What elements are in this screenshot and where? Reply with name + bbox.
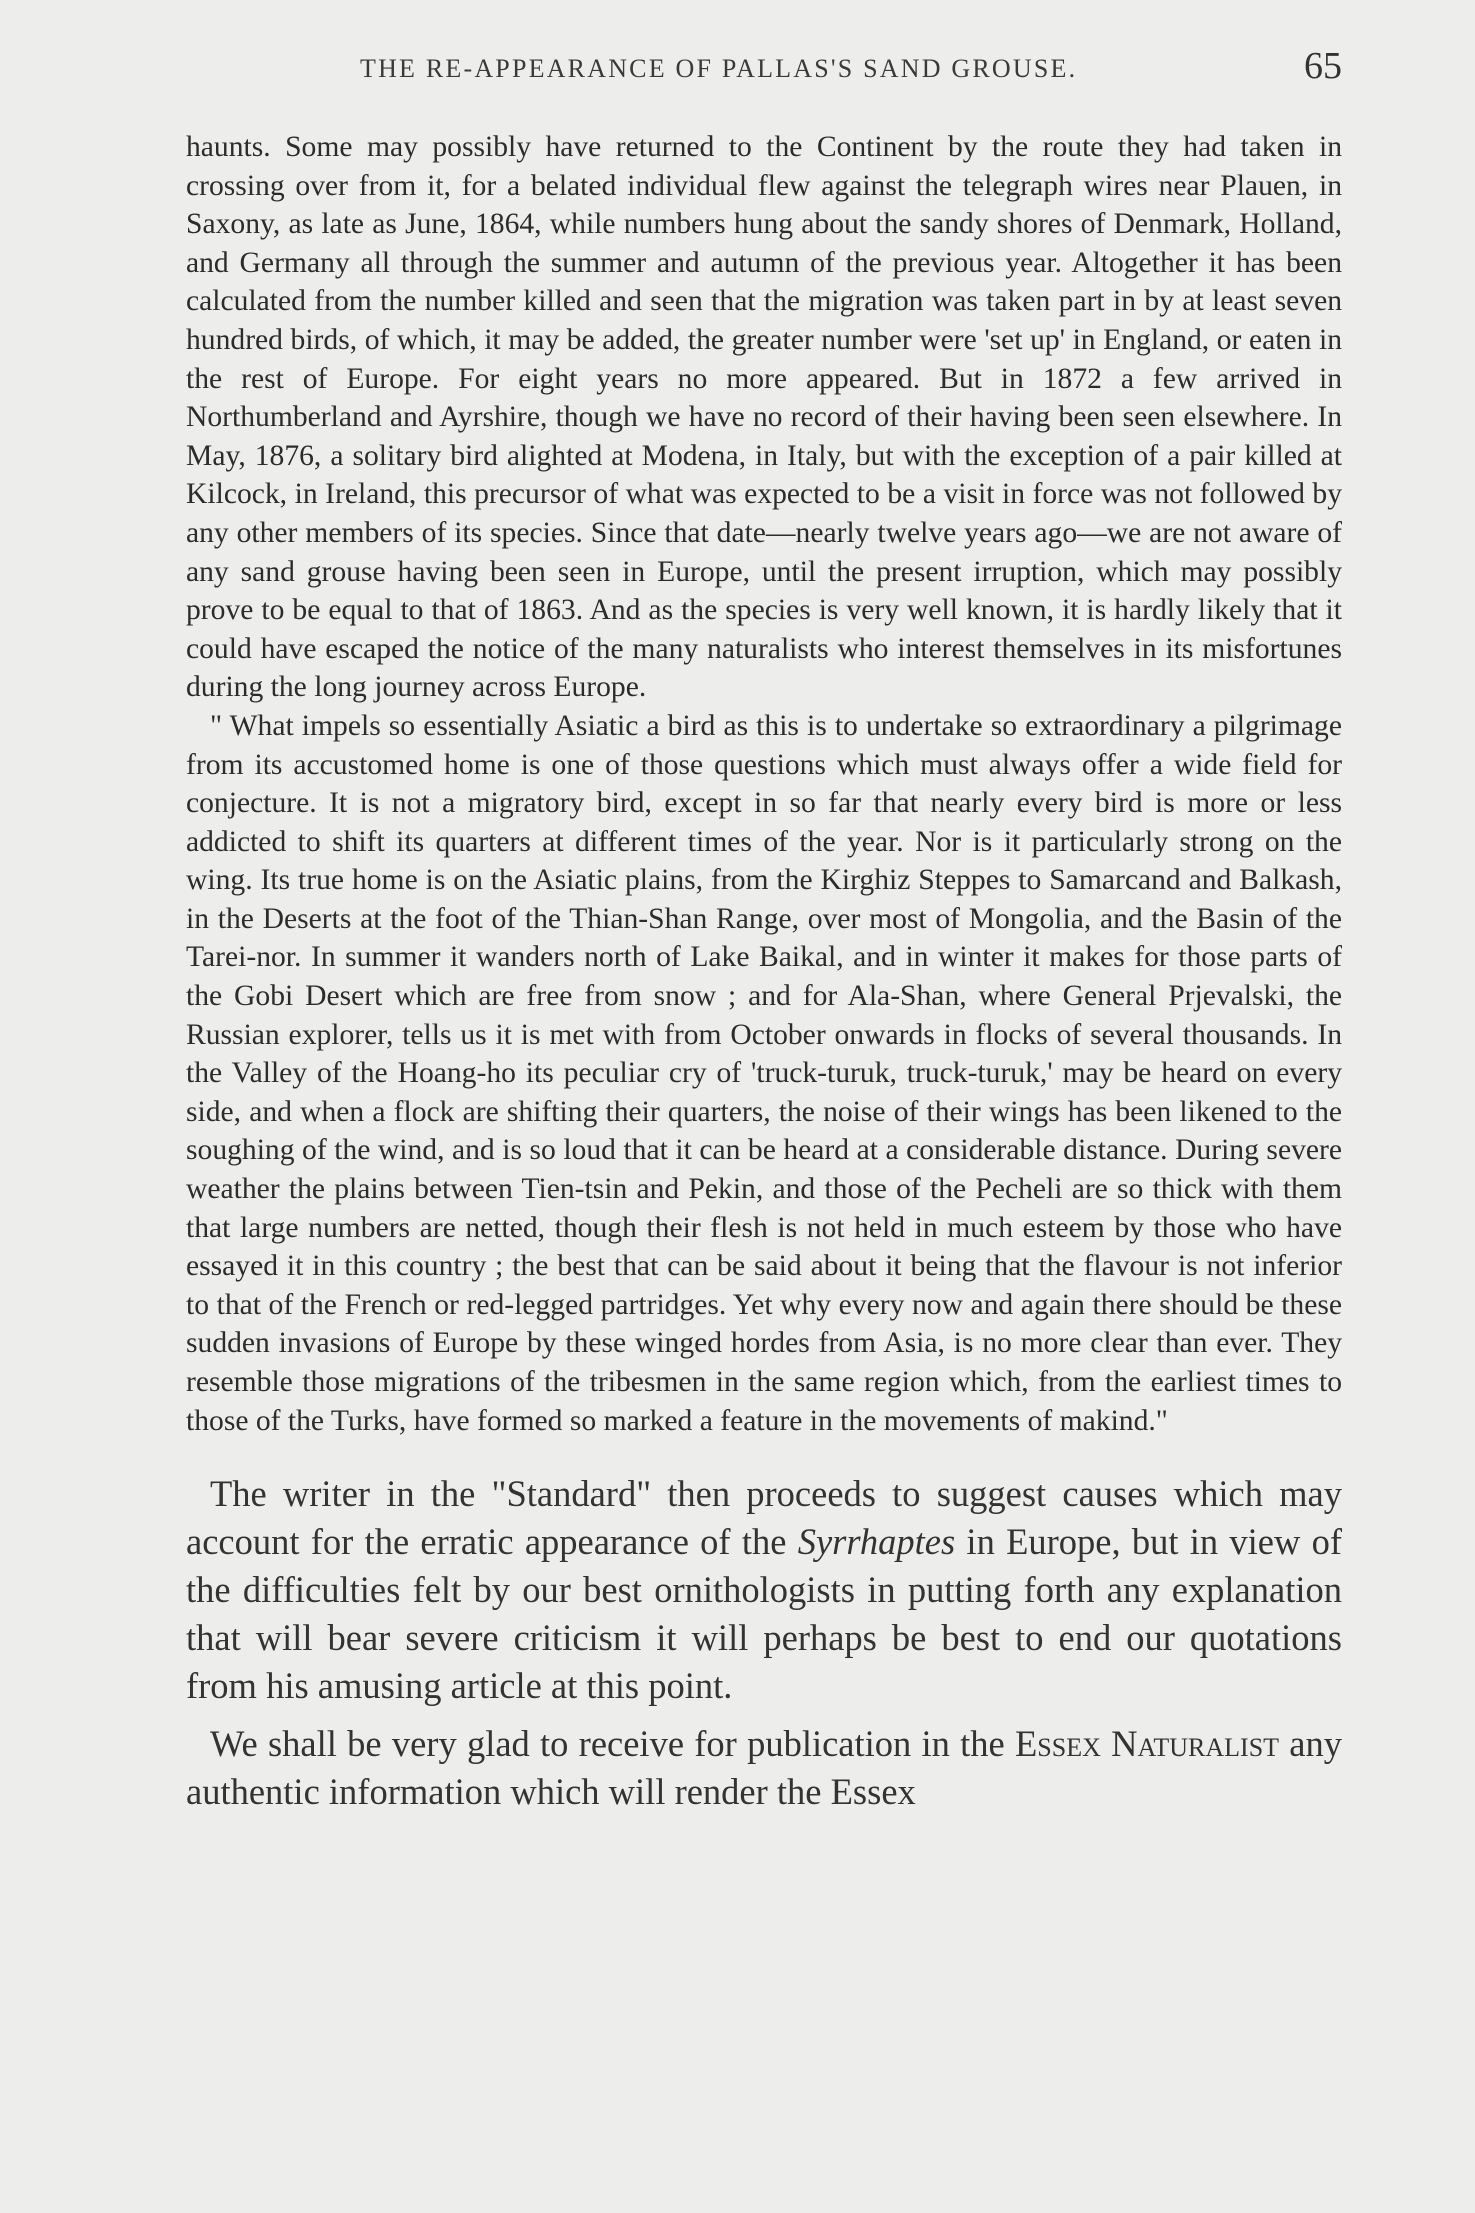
paragraph-text: The writer in the "Standard" then proceeds to suggest causes which may account for the erratic appearance of the [186, 1473, 1342, 1563]
paragraph-standard-writer [186, 1470, 1342, 1710]
running-head: THE RE-APPEARANCE OF PALLAS'S SAND GROUSE. [360, 54, 1078, 83]
page-number: 65 [1304, 45, 1342, 87]
paragraph-text: any authentic information which will render the Essex [186, 1723, 1342, 1813]
genus-name: Syrrhaptes [797, 1521, 956, 1563]
paragraph-request [186, 1720, 1342, 1816]
paragraph-migration-history: haunts. Some may possibly have returned to the Continent by the route they had taken in crossing over from it, for a belated individual flew against the telegraph wires near Plauen, in Saxony, as late as June, 1864, while numbers hung about the sandy shores of Denmark, Holland, and Germany all through the summer and autumn of the previous year. Altogether it has been calculated from the number killed and seen that the migration was taken part in by at least seven hundred birds, of which, it may be added, the greater number were 'set up' in England, or eaten in the rest of Europe. For eight years no more appeared. But in 1872 a few arrived in Northumberland and Ayrshire, though we have no record of their having been seen elsewhere. In May, 1876, a solitary bird alighted at Modena, in Italy, but with the exception of a pair killed at Kilcock, in Ireland, this precursor of what was expected to be a visit in force was not followed by any other members of its species. Since that date—nearly twelve years ago—we are not aware of any sand grouse having been seen in Europe, until the present irruption, which may possibly prove to be equal to that of 1863. And as the species is very well known, it is hardly likely that it could have escaped the notice of the many naturalists who interest themselves in its misfortunes during the long journey across Europe. [186, 131, 1342, 704]
page-body [186, 128, 1342, 1816]
paragraph-quotation: " What impels so essentially Asiatic a bird as this is to undertake so extraordinary a pilgrimage from its accustomed home is one of those questions which must always offer a wide field for conjecture. It is not a migratory bird, except in so far that nearly every bird is more or less addicted to shift its quarters at different times of the year. Nor is it particularly strong on the wing. Its true home is on the Asiatic plains, from the Kirghiz Steppes to Samarcand and Balkash, in the Deserts at the foot of the Thian-Shan Range, over most of Mongolia, and the Basin of the Tarei-nor. In summer it wanders north of Lake Baikal, and in winter it makes for those parts of the Gobi Desert which are free from snow ; and for Ala-Shan, where General Prjevalski, the Russian explorer, tells us it is met with from October onwards in flocks of several thousands. In the Valley of the Hoang-ho its peculiar cry of 'truck-turuk, truck-turuk,' may be heard on every side, and when a flock are shifting their quarters, the noise of their wings has been likened to the soughing of the wind, and is so loud that it can be heard at a considerable distance. During severe weather the plains between Tien-tsin and Pekin, and those of the Pecheli are so thick with them that large numbers are netted, though their flesh is not held in much esteem by those who have essayed it in this country ; the best that can be said about it being that the flavour is not inferior to that of the French or red-legged partridges. Yet why every now and again there should be these sudden invasions of Europe by these winged hordes from Asia, is no more clear than ever. They resemble those migrations of the tribesmen in the same region which, from the earliest times to those of the Turks, have formed so marked a feature in the movements of makind." [186, 709, 1342, 1437]
paragraph-text: We shall be very glad to receive for publication in the [210, 1723, 1016, 1765]
paragraph-text: in Europe, but in view of the difficulties felt by our best ornithologists in putting forth any explanation that will bear severe criticism it will perhaps be best to end our quotations from his amusing article at this point. [186, 1521, 1342, 1707]
page-header [185, 45, 1350, 100]
journal-name: Essex Naturalist [1015, 1723, 1280, 1765]
